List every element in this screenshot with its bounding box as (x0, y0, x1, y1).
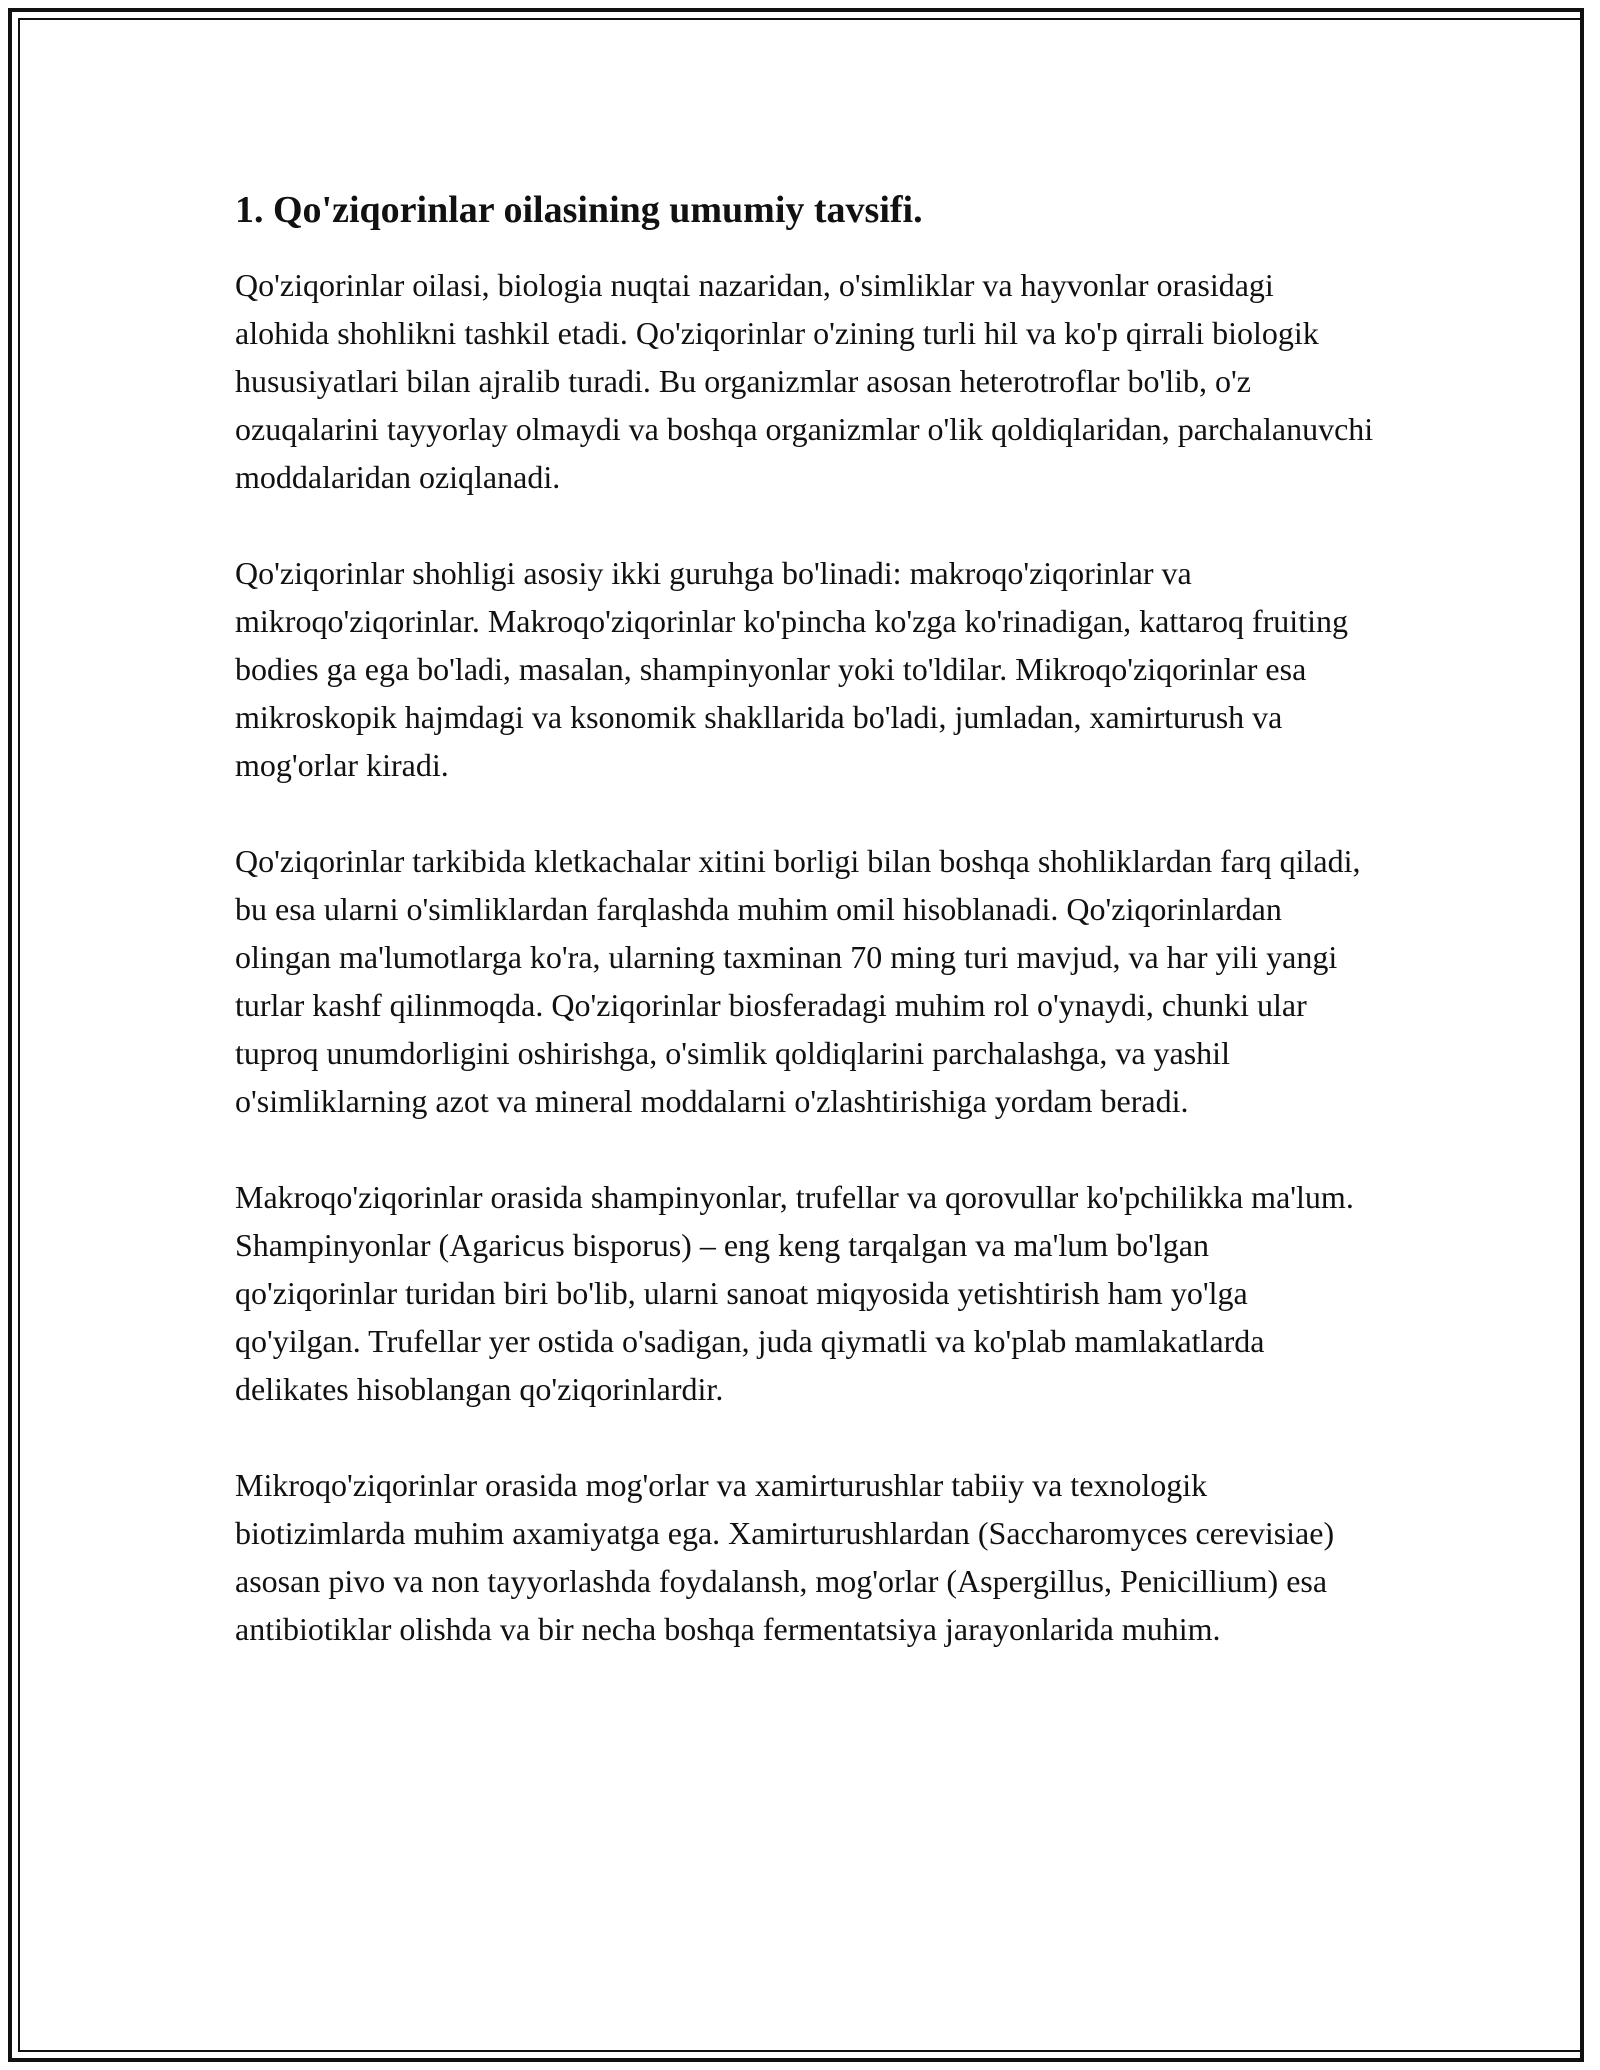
paragraph-1: Qo'ziqorinlar oilasi, biologia nuqtai nazaridan, o'simliklar va hayvonlar orasidagi alohida shohlikni tashkil etadi. Qo'ziqorinlar o'zining turli hil va ko'p qirrali biologik hususiyatlari bilan ajralib turadi. Bu organizmlar asosan heterotroflar bo'lib, o'z ozuqalarini tayyorlay olmaydi va boshqa organizmlar o'lik qoldiqlaridan, parchalanuvchi moddalaridan oziqlanadi. (235, 267, 1374, 496)
paragraph-2: Qo'ziqorinlar shohligi asosiy ikki guruhga bo'linadi: makroqo'ziqorinlar va mikroqo'ziqorinlar. Makroqo'ziqorinlar ko'pincha ko'zga ko'rinadigan, kattaroq fruiting bodies ga ega bo'ladi, masalan, shampinyonlar yoki to'ldilar. Mikroqo'ziqorinlar esa mikroskopik hajmdagi va ksonomik shakllarida bo'ladi, jumladan, xamirturush va mog'orlar kiradi. (235, 555, 1348, 784)
document-body (235, 186, 1375, 1701)
section-heading: 1. Qo'ziqorinlar oilasining umumiy tavsifi. (235, 189, 923, 231)
paragraph-5: Mikroqo'ziqorinlar orasida mog'orlar va xamirturushlar tabiiy va texnologik biotizimlarda muhim axamiyatga ega. Xamirturushlardan (Saccharomyces cerevisiae) asosan pivo va non tayyorlashda foydalansh, mog'orlar (Aspergillus, Penicillium) esa antibiotiklar olishda va bir necha boshqa fermentatsiya jarayonlarida muhim. (235, 1467, 1335, 1648)
paragraph-4: Makroqo'ziqorinlar orasida shampinyonlar, trufellar va qorovullar ko'pchilikka ma'lum. Shampinyonlar (Agaricus bisporus) – eng keng tarqalgan va ma'lum bo'lgan qo'ziqorinlar turidan biri bo'lib, ularni sanoat miqyosida yetishtirish ham yo'lga qo'yilgan. Trufellar yer ostida o'sadigan, juda qiymatli va ko'plab mamlakatlarda delikates hisoblangan qo'ziqorinlardir. (235, 1179, 1354, 1408)
paragraph-3: Qo'ziqorinlar tarkibida kletkachalar xitini borligi bilan boshqa shohliklardan farq qiladi, bu esa ularni o'simliklardan farqlashda muhim omil hisoblanadi. Qo'ziqorinlardan olingan ma'lumotlarga ko'ra, ularning taxminan 70 ming turi mavjud, va har yili yangi turlar kashf qilinmoqda. Qo'ziqorinlar biosferadagi muhim rol o'ynaydi, chunki ular tuproq unumdorligini oshirishga, o'simlik qoldiqlarini parchalashga, va yashil o'simliklarning azot va mineral moddalarni o'zlashtirishiga yordam beradi. (235, 843, 1361, 1120)
